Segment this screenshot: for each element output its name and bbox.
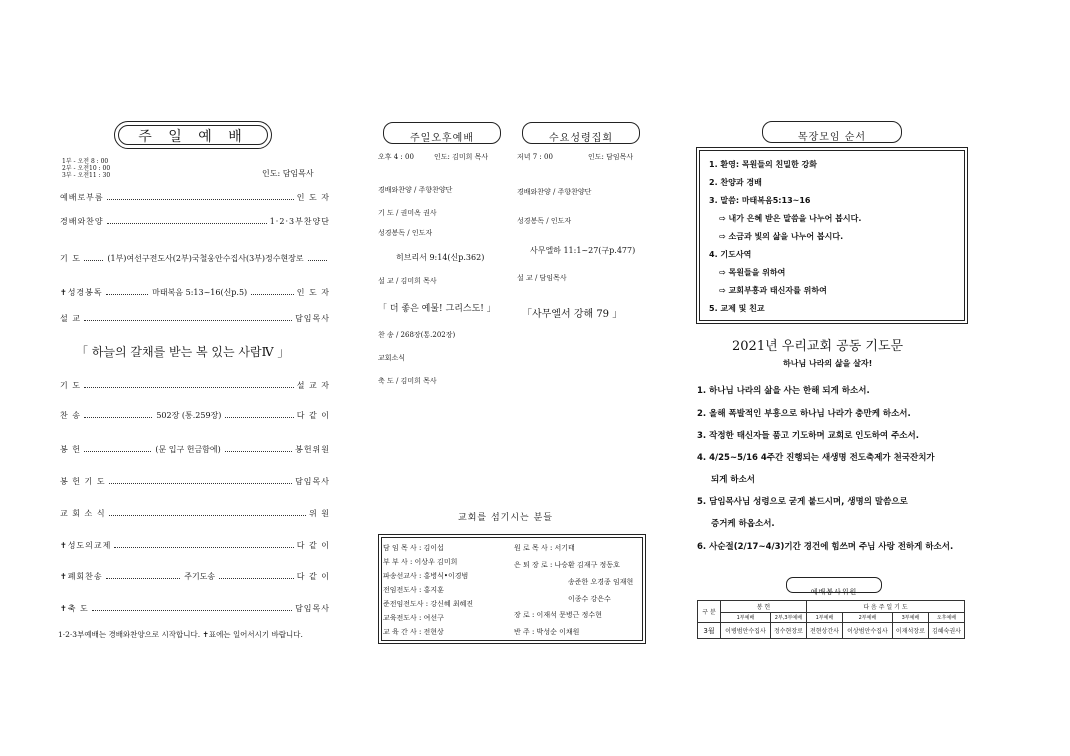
staff-right-line: 은 퇴 장 로 : 나승환 김재구 정동호 <box>514 561 620 569</box>
table-cell: 이상범안수집사 <box>842 623 892 639</box>
wednesday-item: 설 교 / 담임목사 <box>517 274 567 282</box>
order-label: 찬 송 <box>60 410 81 420</box>
prayer-item: 2. 올해 폭발적인 부흥으로 하나님 나라가 충만케 하소서. <box>697 409 911 419</box>
table-subheader-cell: 1부예배 <box>721 613 771 623</box>
staff-right-line: 송준한 오경종 임재현 <box>568 578 634 586</box>
afternoon-item: 교회소식 <box>378 354 406 362</box>
order-person: 다 같 이 <box>296 410 330 420</box>
dot-leader <box>114 547 293 548</box>
staff-title: 교회를 섬기시는 분들 <box>458 513 553 523</box>
order-row <box>60 569 330 583</box>
table-cell: 이재석장로 <box>892 623 928 639</box>
afternoon-item: 찬 송 / 268장(통.202장) <box>378 331 456 339</box>
staff-right-line: 장 로 : 이재석 문병근 정수현 <box>514 611 602 619</box>
order-row <box>60 214 330 228</box>
order-person: 다 같 이 <box>296 571 331 581</box>
dot-leader <box>106 578 181 579</box>
afternoon-item: 성경봉독 / 인도자 <box>378 229 433 237</box>
prayer-subtitle: 하나님 나라의 삶을 살자! <box>783 359 873 368</box>
afternoon-item: 설 교 / 김미희 목사 <box>378 277 437 285</box>
table-header-cell: 다 음 주 일 기 도 <box>806 601 964 613</box>
order-label: 봉 헌 기 도 <box>60 476 106 486</box>
dot-leader <box>84 451 151 452</box>
prayer-title: 2021년 우리교회 공동 기도문 <box>732 339 904 354</box>
cell-group-item: ⇨ 교회부흥과 태신자를 위하여 <box>719 286 827 295</box>
wednesday-sermon-title: 「사무엘서 강해 79 」 <box>522 309 623 320</box>
dot-leader <box>84 320 292 321</box>
order-person: 봉헌위원 <box>295 444 331 454</box>
service-committee-table <box>697 600 965 639</box>
afternoon-title: 주일오후예배 <box>410 133 474 144</box>
dot-leader <box>225 451 292 452</box>
order-row <box>60 601 330 615</box>
order-detail: 주기도송 <box>184 571 216 581</box>
staff-left-line: 파송선교사 : 홍병식•이경범 <box>383 572 469 580</box>
wednesday-item: 성경봉독 / 인도자 <box>517 217 572 225</box>
sermon-title: 「 하늘의 갈채를 받는 복 있는 사람Ⅳ 」 <box>76 345 290 359</box>
dot-leader <box>84 260 103 261</box>
table-subheader-cell: 3부예배 <box>892 613 928 623</box>
service-committee-title-box <box>786 577 882 596</box>
order-person: 위 원 <box>309 508 330 518</box>
order-label: ✝폐회찬송 <box>60 571 103 581</box>
order-person: 담임목사 <box>295 313 330 323</box>
table-row <box>698 601 965 613</box>
wednesday-time: 저녁 7 : 00 <box>517 153 553 161</box>
order-label: 봉 헌 <box>60 444 81 454</box>
order-row <box>60 251 330 265</box>
dot-leader <box>84 387 294 388</box>
table-cell: 전현상간사 <box>806 623 842 639</box>
cell-group-title: 목장모임 순서 <box>797 132 867 143</box>
wednesday-scripture: 사무엘하 11:1~27(구p.477) <box>530 246 636 255</box>
dot-leader <box>225 417 293 418</box>
order-label: 예배로부름 <box>60 192 104 202</box>
staff-left-line: 교 육 간 사 : 전현상 <box>383 628 444 636</box>
order-person: 설 교 자 <box>296 380 330 390</box>
order-row <box>60 311 330 325</box>
order-row <box>60 474 330 488</box>
dot-leader <box>219 578 294 579</box>
order-row <box>60 378 330 392</box>
order-person: 담임목사 <box>295 476 330 486</box>
afternoon-leader: 인도: 김미희 목사 <box>434 153 489 161</box>
table-subheader-cell: 오후예배 <box>928 613 964 623</box>
order-detail: (1부)여선구전도사(2부)국철웅안수집사(3부)정수현장로 <box>107 253 304 263</box>
table-header-cell: 봉 헌 <box>721 601 807 613</box>
dot-leader <box>107 199 294 200</box>
afternoon-item: 축 도 / 김미희 목사 <box>378 377 437 385</box>
afternoon-item: 기 도 / 권미옥 권사 <box>378 209 437 217</box>
dot-leader <box>107 223 267 224</box>
dot-leader <box>109 515 306 516</box>
order-row <box>60 408 330 422</box>
table-cell: 이병범안수집사 <box>721 623 771 639</box>
staff-right-line: 이종수 강은수 <box>568 595 611 603</box>
order-person: 인 도 자 <box>296 192 330 202</box>
cell-group-item: 4. 기도사역 <box>709 250 752 259</box>
dot-leader <box>251 294 294 295</box>
prayer-item: 증거케 하옵소서. <box>711 519 775 529</box>
staff-left-line: 준전임전도사 : 강신혜 최혜진 <box>383 600 474 608</box>
order-person: 인 도 자 <box>296 287 330 297</box>
staff-left-line: 교육전도사 : 여선구 <box>383 614 444 622</box>
cell-group-item: 5. 교제 및 친교 <box>709 304 765 313</box>
cell-group-item: ⇨ 목원들을 위하여 <box>719 268 786 277</box>
service-committee-title: 예배봉사위원 <box>810 588 858 596</box>
staff-left-line: 전임전도사 : 홍지훈 <box>383 586 444 594</box>
table-header-cell: 구 분 <box>698 601 721 623</box>
order-label: 교 회 소 식 <box>60 508 106 518</box>
cell-group-title-box <box>762 121 902 143</box>
standing-note: 1·2·3부예배는 경배와찬양으로 시작합니다. ✝표에는 일어서시기 바랍니다. <box>58 630 303 639</box>
prayer-item: 1. 하나님 나라의 삶을 사는 한해 되게 하소서. <box>697 386 870 396</box>
order-label: 기 도 <box>60 380 81 390</box>
dot-leader <box>308 260 327 261</box>
order-label: ✝성도의교제 <box>60 540 112 550</box>
afternoon-time: 오후 4 : 00 <box>378 153 414 161</box>
sunday-time-3: 3부 - 오전11 : 30 <box>62 172 111 179</box>
order-label: ✝축 도 <box>60 603 89 613</box>
afternoon-title-box <box>383 122 501 144</box>
table-subheader-cell: 1부예배 <box>806 613 842 623</box>
order-person: 담임목사 <box>295 603 330 613</box>
prayer-item: 3. 작정한 태신자들 품고 기도하며 교회로 인도하여 주소서. <box>697 431 919 441</box>
sunday-time-2: 2부 - 오전10 : 00 <box>62 165 111 172</box>
order-row <box>60 285 330 299</box>
cell-group-item: 1. 환영: 목원들의 친밀한 강화 <box>709 160 817 169</box>
table-subheader-cell: 2부,3부예배 <box>770 613 806 623</box>
sunday-title-box <box>114 121 272 149</box>
staff-right-line: 원 로 목 사 : 서기태 <box>514 544 575 552</box>
order-detail: 마태복음 5:13~16(신p.5) <box>152 287 248 297</box>
cell-group-item: 2. 찬양과 경배 <box>709 178 762 187</box>
table-month-cell: 3월 <box>698 623 721 639</box>
cell-group-item: 3. 말씀: 마태복음5:13~16 <box>709 196 811 205</box>
order-label: ✝성경봉독 <box>60 287 103 297</box>
sunday-times <box>62 158 110 179</box>
dot-leader <box>84 417 152 418</box>
afternoon-item: 경배와찬양 / 주향찬양단 <box>378 186 453 194</box>
sunday-leader: 인도: 담임목사 <box>262 169 314 178</box>
sunday-title: 주 일 예 배 <box>138 129 248 145</box>
order-label: 설 교 <box>60 313 81 323</box>
staff-left-line: 담 임 목 사 : 김이섭 <box>383 544 444 552</box>
afternoon-sermon-title: 「 더 좋은 예물! 그리스도! 」 <box>378 304 496 314</box>
wednesday-title-box <box>522 122 640 144</box>
table-cell: 정수현장로 <box>770 623 806 639</box>
table-cell: 김혜숙권사 <box>928 623 964 639</box>
prayer-item: 6. 사순절(2/17~4/3)기간 경건에 힘쓰며 주님 사랑 전하게 하소서. <box>697 542 954 552</box>
prayer-item: 4. 4/25~5/16 4주간 진행되는 새생명 전도축제가 천국잔치가 <box>697 453 935 463</box>
staff-left-line: 부 부 사 : 이상우 김미희 <box>383 558 458 566</box>
staff-right-line: 반 주 : 박성순 이채원 <box>514 628 580 636</box>
order-label: 기 도 <box>60 253 81 263</box>
table-row <box>698 613 965 623</box>
table-subheader-cell: 2부예배 <box>842 613 892 623</box>
cell-group-item: ⇨ 내가 은혜 받은 말씀을 나누어 봅시다. <box>719 214 862 223</box>
order-row <box>60 190 330 204</box>
wednesday-leader: 인도: 담임목사 <box>588 153 634 161</box>
dot-leader <box>109 483 293 484</box>
order-label: 경배와찬양 <box>60 216 104 226</box>
prayer-item: 5. 담임목사님 성령으로 굳게 붙드시며, 생명의 말씀으로 <box>697 497 908 507</box>
cell-group-item: ⇨ 소금과 빛의 삶을 나누어 봅시다. <box>719 232 844 241</box>
dot-leader <box>106 294 149 295</box>
order-row <box>60 442 330 456</box>
order-detail: (문 입구 헌금함에) <box>155 444 221 454</box>
order-row <box>60 538 330 552</box>
prayer-item: 되게 하소서 <box>711 475 756 485</box>
order-row <box>60 506 330 520</box>
order-person: 1·2·3부찬양단 <box>269 216 330 226</box>
sunday-time-1: 1부 - 오전 8 : 00 <box>62 158 109 165</box>
wednesday-item: 경배와찬양 / 주향찬양단 <box>517 188 592 196</box>
afternoon-scripture: 히브리서 9:14(신p.362) <box>396 253 485 262</box>
order-detail: 502장 (통.259장) <box>156 410 222 420</box>
wednesday-title: 수요성령집회 <box>549 133 613 144</box>
order-person: 다 같 이 <box>296 540 330 550</box>
dot-leader <box>92 610 292 611</box>
table-row <box>698 623 965 639</box>
